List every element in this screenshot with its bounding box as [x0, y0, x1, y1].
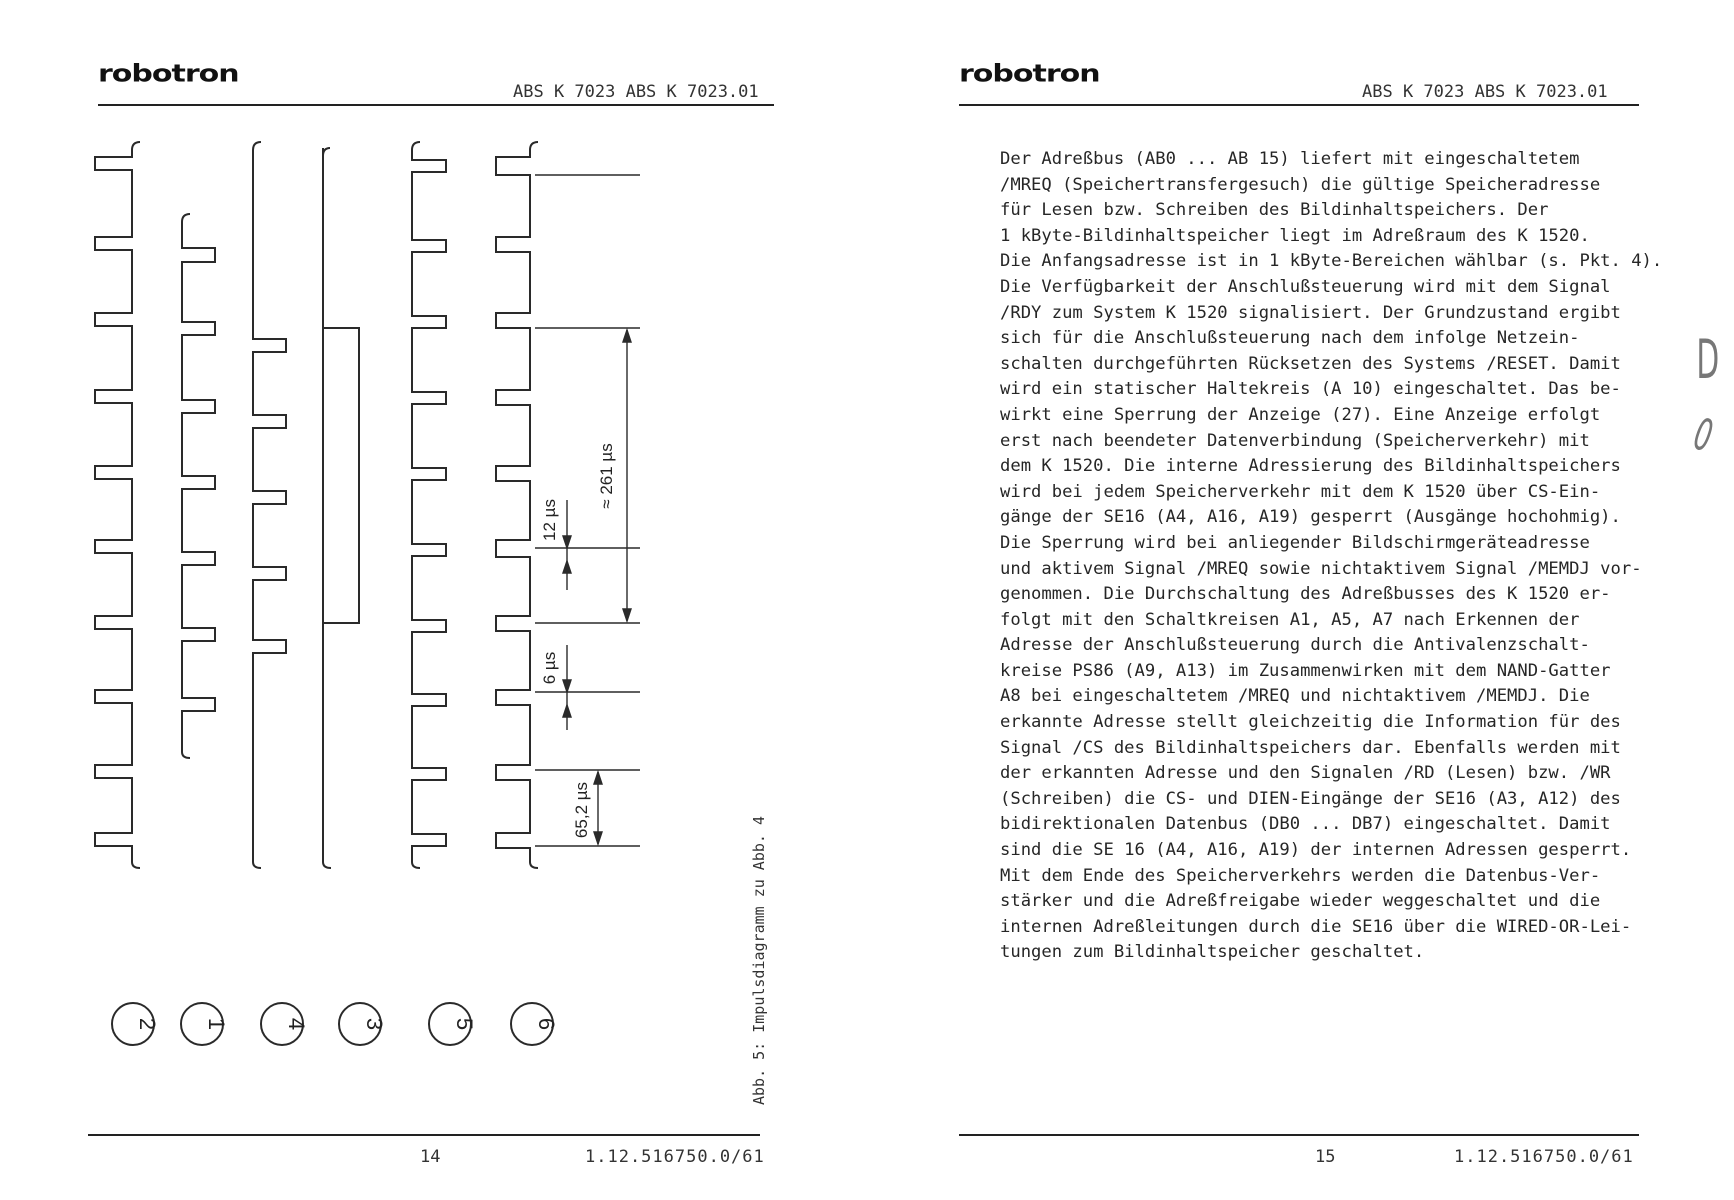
text-line: internen Adreßleitungen durch die SE16 über die WIRED-OR-Lei-: [1000, 916, 1632, 937]
text-line: wirkt eine Sperrung der Anzeige (27). Eine Anzeige erfolgt: [1000, 404, 1601, 425]
signal-5-wave: [412, 142, 446, 868]
signal-number-label: 4: [284, 1017, 309, 1031]
footer-rule: [88, 1134, 760, 1136]
signal-number-label: 6: [534, 1017, 559, 1031]
signal-6-wave: [496, 142, 538, 868]
margin-mark-d: D: [1696, 328, 1720, 391]
text-line: kreise PS86 (A9, A13) im Zusammenwirken mit dem NAND-Gatter: [1000, 660, 1611, 681]
figure-caption: Abb. 5: Impulsdiagramm zu Abb. 4: [750, 816, 768, 1105]
text-line: tungen zum Bildinhaltspeicher geschaltet.: [1000, 942, 1425, 963]
text-line: Die Verfügbarkeit der Anschlußsteuerung wird mit dem Signal: [1000, 276, 1611, 297]
text-line: Adresse der Anschlußsteuerung durch die Antivalenzschalt-: [1000, 635, 1590, 656]
signal-1-wave: [182, 214, 215, 758]
text-line: Die Anfangsadresse ist in 1 kByte-Bereichen wählbar (s. Pkt. 4).: [1000, 251, 1663, 272]
text-line: erst nach beendeter Datenverbindung (Speicherverkehr) mit: [1000, 430, 1590, 451]
footer-rule: [959, 1134, 1639, 1136]
header-code: ABS K 7023 ABS K 7023.01: [1362, 82, 1608, 102]
text-line: wird bei jedem Speicherverkehr mit dem K 1520 über CS-Ein-: [1000, 481, 1601, 502]
text-line: genommen. Die Durchschaltung des Adreßbusses des K 1520 er-: [1000, 584, 1611, 605]
timing-label: 6 µs: [540, 651, 559, 685]
document-number: 1.12.516750.0/61: [585, 1147, 765, 1167]
text-line: gänge der SE16 (A4, A16, A19) gesperrt (Ausgänge hochohmig).: [1000, 507, 1621, 528]
body-text: [1000, 147, 1690, 966]
text-line: sind die SE 16 (A4, A16, A19) der internen Adressen gesperrt.: [1000, 840, 1632, 861]
text-line: schalten durchgeführten Rücksetzen des Systems /RESET. Damit: [1000, 353, 1621, 374]
text-line: /RDY zum System K 1520 signalisiert. Der Grundzustand ergibt: [1000, 302, 1621, 323]
text-line: /MREQ (Speichertransfergesuch) die gültige Speicheradresse: [1000, 174, 1601, 195]
header-rule: [959, 104, 1639, 106]
text-line: 1 kByte-Bildinhaltspeicher liegt im Adreßraum des K 1520.: [1000, 225, 1590, 246]
timing-label: 65,2 µs: [572, 781, 591, 839]
text-line: Mit dem Ende des Speicherverkehrs werden die Datenbus-Ver-: [1000, 865, 1601, 886]
text-line: stärker und die Adreßfreigabe wieder weggeschaltet und die: [1000, 891, 1601, 912]
signal-number-label: 5: [452, 1017, 477, 1031]
text-line: bidirektionalen Datenbus (DB0 ... DB7) eingeschaltet. Damit: [1000, 814, 1611, 835]
text-line: für Lesen bzw. Schreiben des Bildinhaltspeichers. Der: [1000, 200, 1549, 221]
text-line: Signal /CS des Bildinhaltspeichers dar. Ebenfalls werden mit: [1000, 737, 1621, 758]
text-line: Die Sperrung wird bei anliegender Bildschirmgeräteadresse: [1000, 532, 1590, 553]
signal-number-label: 2: [135, 1017, 160, 1031]
right-page: [867, 0, 1734, 1200]
signal-number-label: 3: [362, 1017, 387, 1031]
text-line: sich für die Anschlußsteuerung nach dem infolge Netzein-: [1000, 328, 1580, 349]
text-line: folgt mit den Schaltkreisen A1, A5, A7 nach Erkennen der: [1000, 609, 1580, 630]
timing-label: ≈ 261 µs: [597, 443, 616, 509]
text-line: (Schreiben) die CS- und DIEN-Eingänge der SE16 (A3, A12) des: [1000, 788, 1621, 809]
text-line: und aktivem Signal /MREQ sowie nichtaktivem Signal /MEMDJ vor-: [1000, 558, 1642, 579]
signal-4-wave: [253, 142, 286, 868]
timing-label: 12 µs: [540, 499, 559, 541]
text-line: der erkannten Adresse und den Signalen /RD (Lesen) bzw. /WR: [1000, 763, 1611, 784]
header-code: ABS K 7023 ABS K 7023.01: [513, 82, 759, 102]
robotron-logo: robotron: [98, 60, 239, 88]
margin-mark-zero: 0: [1686, 408, 1720, 463]
signal-2-wave: [95, 142, 140, 868]
signal-3-wave: [323, 148, 359, 623]
text-line: erkannte Adresse stellt gleichzeitig die Information für des: [1000, 712, 1621, 733]
signal-number-label: 1: [204, 1017, 229, 1031]
signal-3-wave-body: [323, 148, 359, 868]
text-line: Der Adreßbus (AB0 ... AB 15) liefert mit eingeschaltetem: [1000, 149, 1580, 169]
robotron-logo: robotron: [959, 60, 1100, 88]
page-number: 14: [420, 1147, 441, 1167]
text-line: dem K 1520. Die interne Adressierung des Bildinhaltspeichers: [1000, 456, 1621, 477]
text-line: A8 bei eingeschaltetem /MREQ und nichtaktivem /MEMDJ. Die: [1000, 686, 1590, 707]
page-number: 15: [1315, 1147, 1336, 1167]
text-line: wird ein statischer Haltekreis (A 10) eingeschaltet. Das be-: [1000, 379, 1621, 400]
document-number: 1.12.516750.0/61: [1454, 1147, 1634, 1167]
